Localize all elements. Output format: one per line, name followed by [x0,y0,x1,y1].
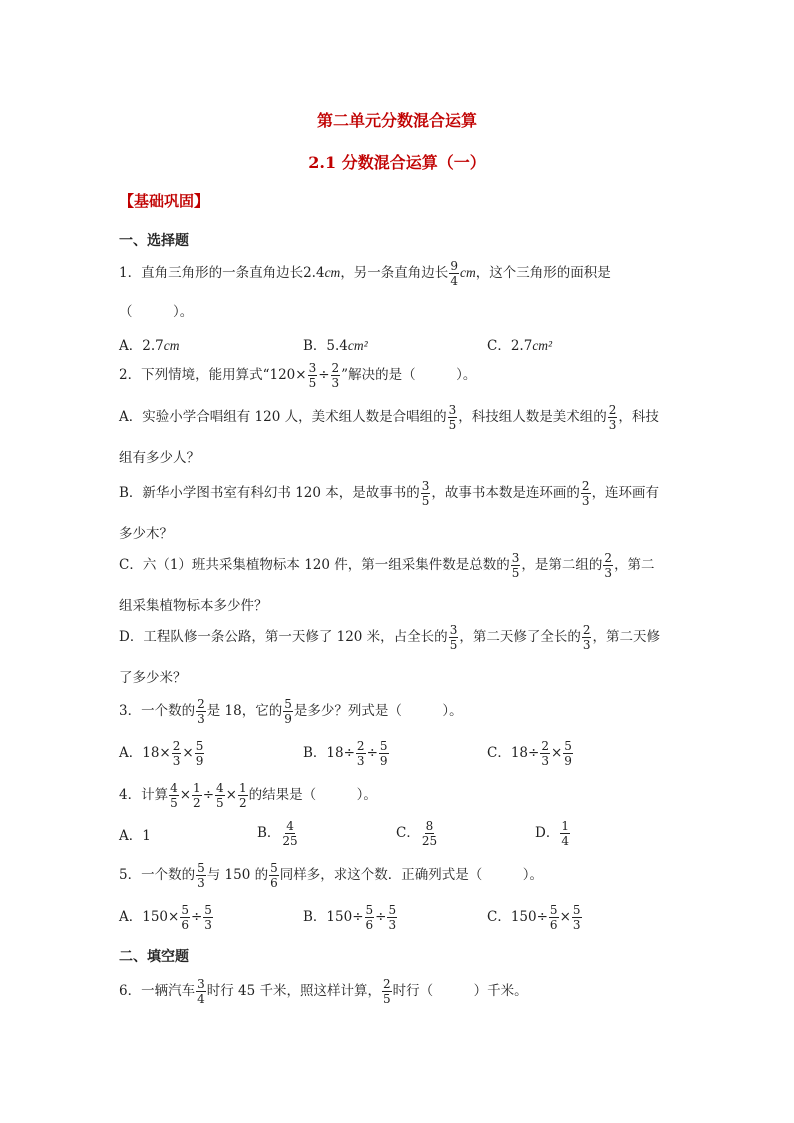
fraction: $\frac{9}{4}$ [450,259,458,288]
q1-text: ，另一条直角边长 [340,265,449,281]
question-5: 5．一个数的 $\frac{5}{3}$ 与 150 的 $\frac{5}{6}$ 同样多，求这个数．正确列式是（ ）。 [119,861,543,890]
unit: cm [459,265,476,280]
q2-option-b: B．新华小学图书室有科幻书 120 本，是故事书的 $\frac{3}{5}$ ，故事书本数是连环画的 $\frac{2}{3}$ ，连环画有 [119,479,660,508]
q2-option-a: A．实验小学合唱组有 120 人，美术组人数是合唱组的 $\frac{3}{5}$ ，科技组人数是美术组的 $\frac{2}{3}$ ，科技 [119,403,659,432]
unit: cm [324,265,341,280]
question-6: 6．一辆汽车 $\frac{3}{4}$ 时行 45 千米，照这样计算， $\frac{2}{5}$ 时行（ ）千米。 [119,977,528,1006]
q5-option-c: C．150÷ $\frac{5}{6}$ × $\frac{5}{3}$ [487,903,581,932]
question-4: 4．计算 $\frac{4}{5}$ × $\frac{1}{2}$ ÷ $\frac{4}{5}$ × $\frac{1}{2}$ 的结果是（ ）。 [119,781,377,810]
question-2: 2．下列情境，能用算式“120× $\frac{3}{5}$ ÷ $\frac{2}{3}$ ”解决的是（ ）。 [119,361,477,390]
q3-option-c: C．18÷ $\frac{2}{3}$ × $\frac{5}{9}$ [487,739,572,768]
q5-option-a: A．150× $\frac{5}{6}$ ÷ $\frac{5}{3}$ [119,903,212,932]
q3-option-b: B．18÷ $\frac{2}{3}$ ÷ $\frac{5}{9}$ [303,739,388,768]
q1-text: 1．直角三角形的一条直角边长2.4 [119,265,325,281]
q3-option-a: A．18× $\frac{2}{3}$ × $\frac{5}{9}$ [119,739,204,768]
q1-option-b: B．5.4cm² [303,338,368,354]
question-1 [119,260,611,287]
q1-paren: （ ）。 [119,304,194,320]
page-title: 第二单元分数混合运算 [316,111,477,130]
q4-option-b: B． $\frac{4}{25}$ [257,819,298,848]
q2-option-a-cont: 组有多少人？ [119,450,200,466]
fraction: $\frac{3}{5}$ [308,361,317,390]
q2-option-d: D．工程队修一条公路，第一天修了 120 米，占全长的 $\frac{3}{5}$ ，第二天修了全长的 $\frac{2}{3}$ ，第二天修 [119,623,660,652]
q2-option-d-cont: 了多少米？ [119,670,187,686]
fraction: $\frac{2}{3}$ [331,361,340,390]
part1-heading: 一、选择题 [119,233,189,249]
q2-option-b-cont: 多少木？ [119,526,173,542]
question-3: 3．一个数的 $\frac{2}{3}$ 是 18，它的 $\frac{5}{9}$ 是多少？列式是（ ）。 [119,697,463,726]
q4-option-d: D． $\frac{1}{4}$ [535,819,569,848]
q4-option-a: A．1 [119,828,151,844]
q4-option-c: C． $\frac{8}{25}$ [396,819,438,848]
q2-option-c: C．六（1）班共采集植物标本 120 件，第一组采集件数是总数的 $\frac{3}{5}$ ，是第二组的 $\frac{2}{3}$ ，第二 [119,551,655,580]
q1-option-a: A．2.7cm [119,338,180,354]
page-subtitle: 2.1 分数混合运算（一） [308,153,486,172]
section-basic: 【基础巩固】 [119,192,210,210]
q2-option-c-cont: 组采集植物标本多少件？ [119,598,268,614]
q1-text: ，这个三角形的面积是 [475,265,611,281]
part2-heading: 二、填空题 [119,949,189,965]
q5-option-b: B．150÷ $\frac{5}{6}$ ÷ $\frac{5}{3}$ [303,903,397,932]
q1-option-c: C．2.7cm² [487,338,553,354]
